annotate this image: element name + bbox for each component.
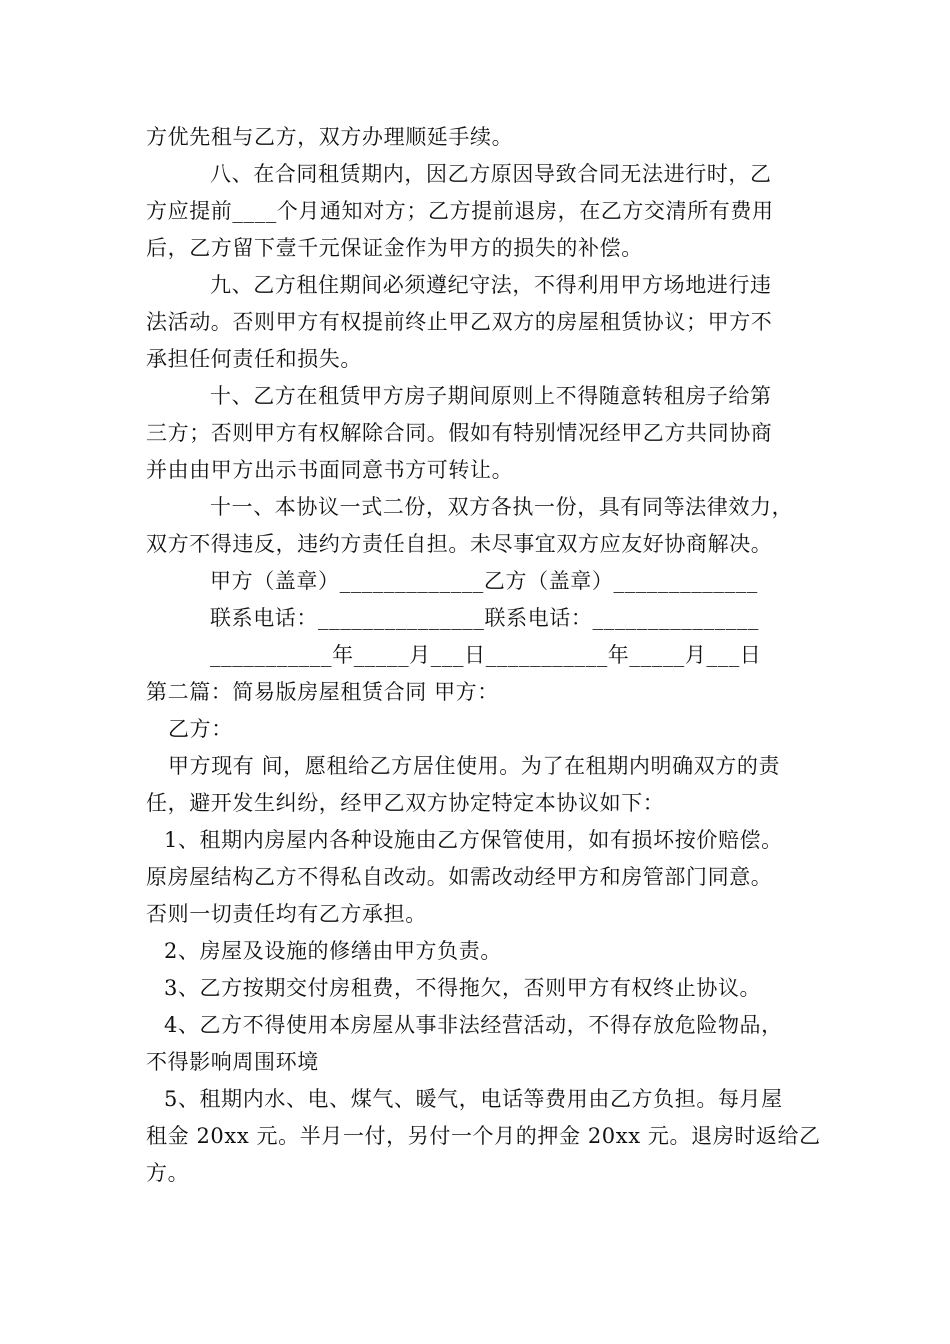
clause-11-line: 十一、本协议一式二份，双方各执一份，具有同等法律效力， (210, 495, 794, 519)
text-line: 承担任何责任和损失。 (146, 347, 362, 371)
text-line: 法活动。否则甲方有权提前终止甲乙双方的房屋租赁协议；甲方不 (146, 310, 773, 334)
text-line: 方。 (146, 1161, 190, 1185)
clause-8-line: 八、在合同租赁期内，因乙方原因导致合同无法进行时，乙 (210, 162, 772, 186)
text-line: 并由由甲方出示书面同意书方可转让。 (146, 458, 514, 482)
signature-phone-line: 联系电话：_______________联系电话：_______________ (210, 606, 759, 630)
text-line: 方优先租与乙方，双方办理顺延手续。 (146, 125, 514, 149)
party-b-line: 乙方： (168, 717, 233, 741)
text-line: 后，乙方留下壹千元保证金作为甲方的损失的补偿。 (146, 236, 643, 260)
text-line: 任，避开发生纠纷，经甲乙双方协定特定本协议如下： (146, 791, 665, 815)
document-body (146, 119, 836, 1192)
section-heading: 第二篇：简易版房屋租赁合同 甲方： (146, 680, 499, 704)
signature-date-line: ___________年_____月___日___________年_____月___日 (210, 643, 762, 667)
item-1-line: 1、租期内房屋内各种设施由乙方保管使用，如有损坏按价赔偿。 (164, 828, 783, 852)
text-line: 原房屋结构乙方不得私自改动。如需改动经甲方和房管部门同意。 (146, 865, 773, 889)
item-3-line: 3、乙方按期交付房租费，不得拖欠，否则甲方有权终止协议。 (164, 976, 762, 1000)
text-line: 双方不得违反，违约方责任自担。未尽事宜双方应友好协商解决。 (146, 532, 773, 556)
clause-10-line: 十、乙方在租赁甲方房子期间原则上不得随意转租房子给第 (210, 384, 772, 408)
text-line: 租金 20xx 元。半月一付，另付一个月的押金 20xx 元。退房时返给乙 (146, 1124, 821, 1148)
text-line: 否则一切责任均有乙方承担。 (146, 902, 427, 926)
intro-line: 甲方现有 间，愿租给乙方居住使用。为了在租期内明确双方的责 (168, 754, 781, 778)
text-line: 三方；否则甲方有权解除合同。假如有特别情况经甲乙方共同协商 (146, 421, 773, 445)
item-4-line: 4、乙方不得使用本房屋从事非法经营活动，不得存放危险物品， (164, 1013, 783, 1037)
text-line: 方应提前____个月通知对方；乙方提前退房，在乙方交清所有费用 (146, 199, 774, 223)
text-line: 不得影响周围环境 (146, 1050, 319, 1074)
clause-9-line: 九、乙方租住期间必须遵纪守法，不得利用甲方场地进行违 (210, 273, 772, 297)
item-5-line: 5、租期内水、电、煤气、暖气，电话等费用由乙方负担。每月屋 (164, 1087, 783, 1111)
signature-seal-line: 甲方（盖章）_____________乙方（盖章）_____________ (210, 569, 758, 593)
item-2-line: 2、房屋及设施的修缮由甲方负责。 (164, 939, 502, 963)
